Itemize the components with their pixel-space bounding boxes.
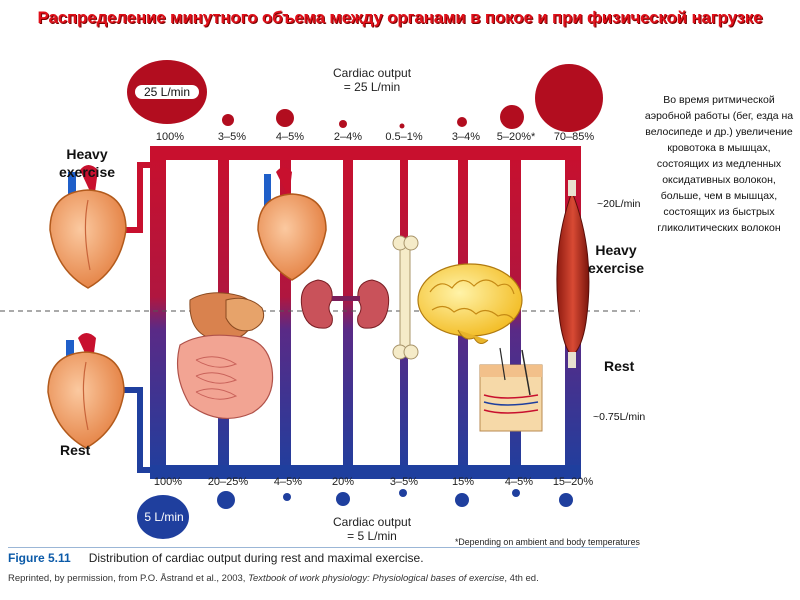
temperature-footnote: *Depending on ambient and body temperatures [455,537,640,547]
page-title: Распределение минутного объема между органами в покое и при физической нагрузке [37,8,763,27]
heart-icon-rest [48,333,124,448]
figure-credit: Reprinted, by permission, from P.O. Åstrand et al., 2003, Textbook of work physiology: Physiological bases of exercise, 4th ed. [8,573,539,584]
skeletal-muscle-icon [557,180,589,368]
exercise-pct-bone: 0.5–1% [385,131,423,143]
exercise-pct-brain: 3–4% [451,131,481,143]
rest-pct-brain: 15% [451,476,475,488]
rest-label-left: Rest [60,442,91,458]
exercise-manifold [150,146,581,160]
heavy-exercise-label-left: Heavy exercise [58,146,116,180]
rest-pct-abdominal: 20–25% [207,476,249,488]
figure-number: Figure 5.11 [8,551,71,565]
abdominal-organs-icon [178,293,273,419]
rest-pct-kidneys: 20% [331,476,355,488]
rest-total-pill: 5 L/min [144,510,184,524]
exercise-pct-kidneys: 2–4% [333,131,363,143]
rest-pct-heart: 4–5% [273,476,303,488]
rest-cardiac-output: Cardiac output = 5 L/min [332,515,412,543]
rest-label-right: Rest [604,358,635,374]
heavy-exercise-label-right: Heavy exercise [588,242,645,276]
brain-icon [418,264,522,344]
rest-pct-muscle: 15–20% [552,476,594,488]
exercise-pct-total: 100% [155,131,185,143]
caption-rule [8,547,638,548]
exercise-total-pill: 25 L/min [135,85,199,99]
heart-icon-exercise [50,165,126,288]
exercise-flow-rate: ~20L/min [597,198,641,210]
figure-caption [8,551,424,565]
exercise-cardiac-output: Cardiac output = 25 L/min [332,66,412,94]
side-note: Во время ритмической аэробной работы (бег, езда на велосипеде и др.) увеличение кровотока в мышцах, состоящих из медленных оксидативных волокон, больше, чем в мышцах, состоящих из быстрых гликолитических волокон [644,94,794,234]
bone-icon [393,236,418,359]
exercise-pct-abdominal: 3–5% [217,131,247,143]
rest-pct-bone: 3–5% [389,476,419,488]
figure-caption-text: Distribution of cardiac output during rest and maximal exercise. [88,551,424,565]
rest-pct-skin: 4–5% [504,476,534,488]
exercise-pct-muscle: 70–85% [553,131,595,143]
rest-pct-total: 100% [153,476,183,488]
exercise-pct-skin: 5–20%* [496,131,536,143]
heart-icon-coronary [258,168,326,281]
exercise-pct-heart: 4–5% [275,131,305,143]
rest-flow-rate: ~0.75L/min [593,411,646,423]
